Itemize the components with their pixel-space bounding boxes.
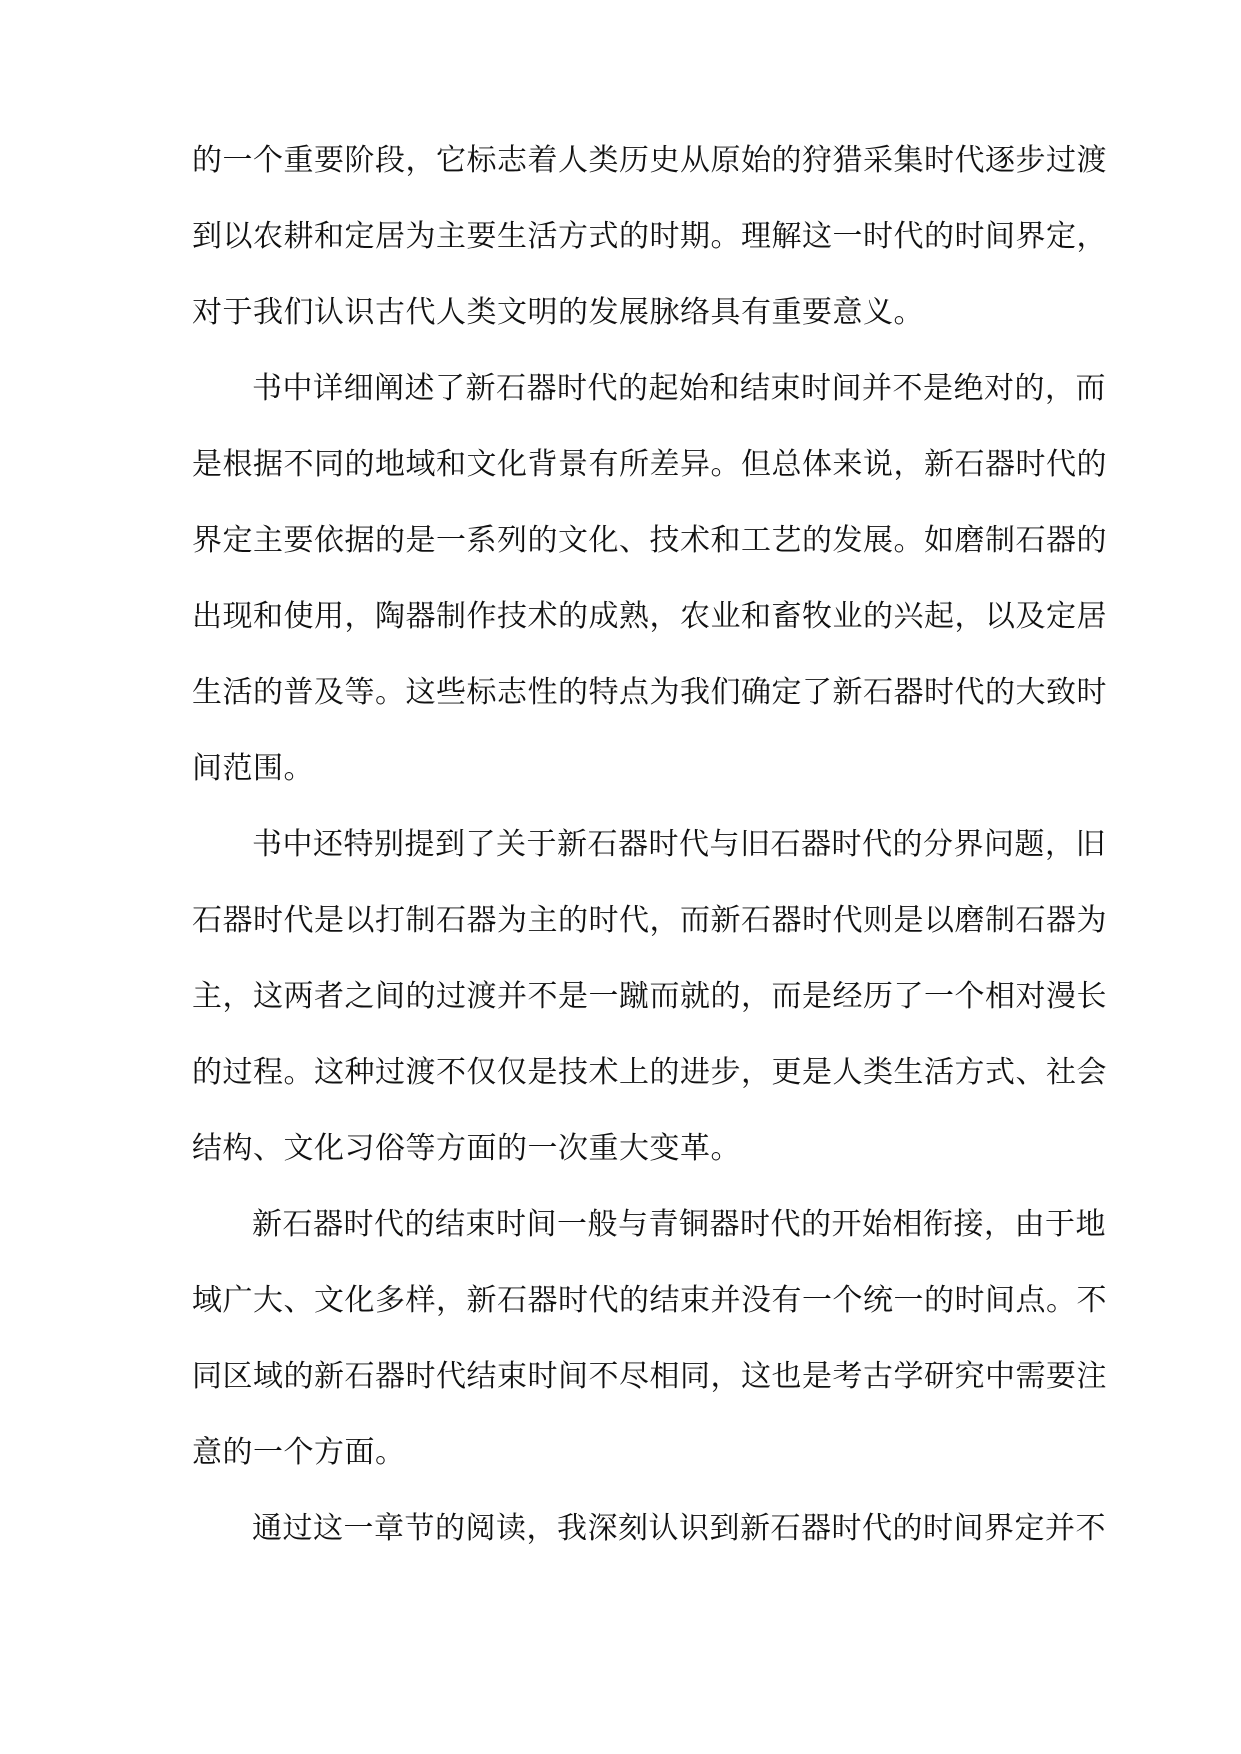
paragraph	[192, 1207, 1107, 1514]
text-line: 书中还特别提到了关于新石器时代与旧石器时代的分界问题，旧	[252, 827, 1106, 862]
text-line: 主，这两者之间的过渡并不是一蹴而就的，而是经历了一个相对漫长	[192, 979, 1107, 1014]
text-line: 对于我们认识古代人类文明的发展脉络具有重要意义。	[192, 295, 924, 330]
paragraph	[192, 371, 1107, 830]
text-line: 书中详细阐述了新石器时代的起始和结束时间并不是绝对的，而	[252, 371, 1106, 406]
text-line: 新石器时代的结束时间一般与青铜器时代的开始相衔接，由于地	[252, 1207, 1106, 1242]
text-line: 间范围。	[192, 751, 314, 786]
body-text	[192, 143, 1107, 1590]
text-line: 域广大、文化多样，新石器时代的结束并没有一个统一的时间点。不	[192, 1283, 1107, 1318]
paragraph	[192, 143, 1107, 374]
text-line: 结构、文化习俗等方面的一次重大变革。	[192, 1131, 741, 1166]
text-line: 出现和使用，陶器制作技术的成熟，农业和畜牧业的兴起，以及定居	[192, 599, 1107, 634]
text-line: 是根据不同的地域和文化背景有所差异。但总体来说，新石器时代的	[192, 447, 1107, 482]
paragraph	[192, 827, 1107, 1210]
text-line: 生活的普及等。这些标志性的特点为我们确定了新石器时代的大致时	[192, 675, 1107, 710]
text-line: 石器时代是以打制石器为主的时代，而新石器时代则是以磨制石器为	[192, 903, 1107, 938]
text-line: 意的一个方面。	[192, 1435, 406, 1470]
text-line: 界定主要依据的是一系列的文化、技术和工艺的发展。如磨制石器的	[192, 523, 1107, 558]
text-line: 的一个重要阶段，它标志着人类历史从原始的狩猎采集时代逐步过渡	[192, 143, 1107, 178]
paragraph	[192, 1511, 1106, 1590]
text-line: 到以农耕和定居为主要生活方式的时期。理解这一时代的时间界定，	[192, 219, 1107, 254]
text-line: 通过这一章节的阅读，我深刻认识到新石器时代的时间界定并不	[252, 1511, 1106, 1546]
text-line: 的过程。这种过渡不仅仅是技术上的进步，更是人类生活方式、社会	[192, 1055, 1107, 1090]
text-line: 同区域的新石器时代结束时间不尽相同，这也是考古学研究中需要注	[192, 1359, 1107, 1394]
